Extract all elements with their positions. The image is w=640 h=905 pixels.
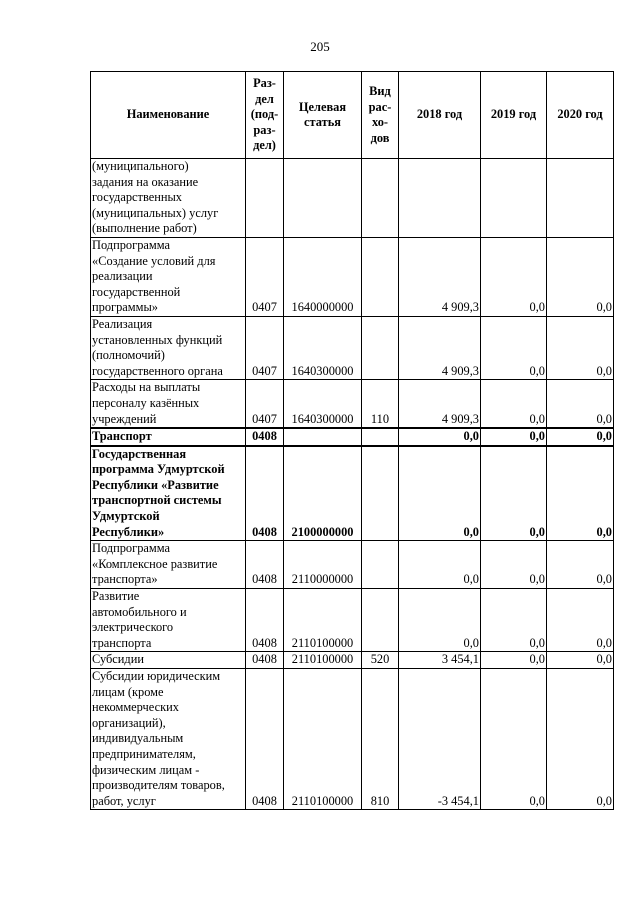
table-row [91, 428, 614, 446]
row-target: 2110100000 [284, 652, 362, 669]
row-section: 0407 [246, 316, 284, 379]
row-y2018: 4 909,3 [399, 380, 481, 428]
row-kind [362, 316, 399, 379]
row-y2018: 0,0 [399, 541, 481, 589]
row-name: Субсидии [91, 652, 246, 669]
row-section: 0408 [246, 669, 284, 810]
row-section: 0407 [246, 237, 284, 316]
row-y2019: 0,0 [481, 237, 547, 316]
row-name: Развитие автомобильного и электрического транспорта [91, 589, 246, 652]
row-y2019: 0,0 [481, 428, 547, 446]
table-row [91, 541, 614, 589]
row-y2018: 0,0 [399, 428, 481, 446]
row-y2020: 0,0 [547, 428, 614, 446]
table-row [91, 446, 614, 541]
row-y2020: 0,0 [547, 446, 614, 541]
row-target [284, 159, 362, 238]
row-target: 2100000000 [284, 446, 362, 541]
row-name: Реализация установленных функций (полномочий) государственного органа [91, 316, 246, 379]
row-section: 0408 [246, 428, 284, 446]
row-target: 1640300000 [284, 316, 362, 379]
table-row [91, 237, 614, 316]
row-y2018: 4 909,3 [399, 316, 481, 379]
table-row [91, 652, 614, 669]
row-y2019: 0,0 [481, 446, 547, 541]
row-kind: 520 [362, 652, 399, 669]
row-name: Подпрограмма «Создание условий для реализации государственной программы» [91, 237, 246, 316]
header-2019: 2019 год [481, 72, 547, 159]
row-y2020: 0,0 [547, 669, 614, 810]
row-y2018: 0,0 [399, 589, 481, 652]
row-name: (муниципального) задания на оказание государственных (муниципальных) услуг (выполнение работ) [91, 159, 246, 238]
row-y2020: 0,0 [547, 380, 614, 428]
row-kind: 110 [362, 380, 399, 428]
row-target: 2110000000 [284, 541, 362, 589]
table-row [91, 669, 614, 810]
row-section [246, 159, 284, 238]
header-2020: 2020 год [547, 72, 614, 159]
table-row [91, 316, 614, 379]
row-name: Расходы на выплаты персоналу казённых учреждений [91, 380, 246, 428]
row-y2019 [481, 159, 547, 238]
row-section: 0408 [246, 652, 284, 669]
header-kind: Вид рас- хо- дов [362, 72, 399, 159]
row-y2018 [399, 159, 481, 238]
header-section: Раз- дел (под- раз- дел) [246, 72, 284, 159]
row-y2018: 4 909,3 [399, 237, 481, 316]
header-2018: 2018 год [399, 72, 481, 159]
header-row [91, 72, 614, 159]
row-target [284, 428, 362, 446]
row-y2019: 0,0 [481, 589, 547, 652]
row-section: 0408 [246, 589, 284, 652]
row-name: Подпрограмма «Комплексное развитие транспорта» [91, 541, 246, 589]
row-y2019: 0,0 [481, 652, 547, 669]
table-body [91, 159, 614, 810]
row-y2019: 0,0 [481, 316, 547, 379]
row-name: Государственная программа Удмуртской Республики «Развитие транспортной системы Удмуртской Республики» [91, 446, 246, 541]
row-target: 2110100000 [284, 669, 362, 810]
row-section: 0408 [246, 446, 284, 541]
table-row [91, 380, 614, 428]
row-kind [362, 541, 399, 589]
row-section: 0408 [246, 541, 284, 589]
row-y2020 [547, 159, 614, 238]
table-row [91, 589, 614, 652]
row-name: Субсидии юридическим лицам (кроме некоммерческих организаций), индивидуальным предпринимателям, физическим лицам - производителям товаров, работ, услуг [91, 669, 246, 810]
row-y2018: 3 454,1 [399, 652, 481, 669]
row-name: Транспорт [91, 428, 246, 446]
page-number: 205 [310, 39, 330, 54]
row-target: 1640300000 [284, 380, 362, 428]
row-kind [362, 428, 399, 446]
row-target: 1640000000 [284, 237, 362, 316]
row-section: 0407 [246, 380, 284, 428]
table-row [91, 159, 614, 238]
row-kind [362, 237, 399, 316]
row-y2020: 0,0 [547, 589, 614, 652]
row-y2018: 0,0 [399, 446, 481, 541]
row-target: 2110100000 [284, 589, 362, 652]
row-kind [362, 446, 399, 541]
row-kind [362, 159, 399, 238]
row-y2019: 0,0 [481, 541, 547, 589]
row-y2019: 0,0 [481, 380, 547, 428]
row-y2020: 0,0 [547, 237, 614, 316]
row-y2020: 0,0 [547, 541, 614, 589]
row-y2019: 0,0 [481, 669, 547, 810]
header-target: Целевая статья [284, 72, 362, 159]
row-y2020: 0,0 [547, 316, 614, 379]
header-name: Наименование [91, 72, 246, 159]
budget-table [90, 71, 614, 810]
row-kind: 810 [362, 669, 399, 810]
row-y2018: -3 454,1 [399, 669, 481, 810]
row-y2020: 0,0 [547, 652, 614, 669]
row-kind [362, 589, 399, 652]
